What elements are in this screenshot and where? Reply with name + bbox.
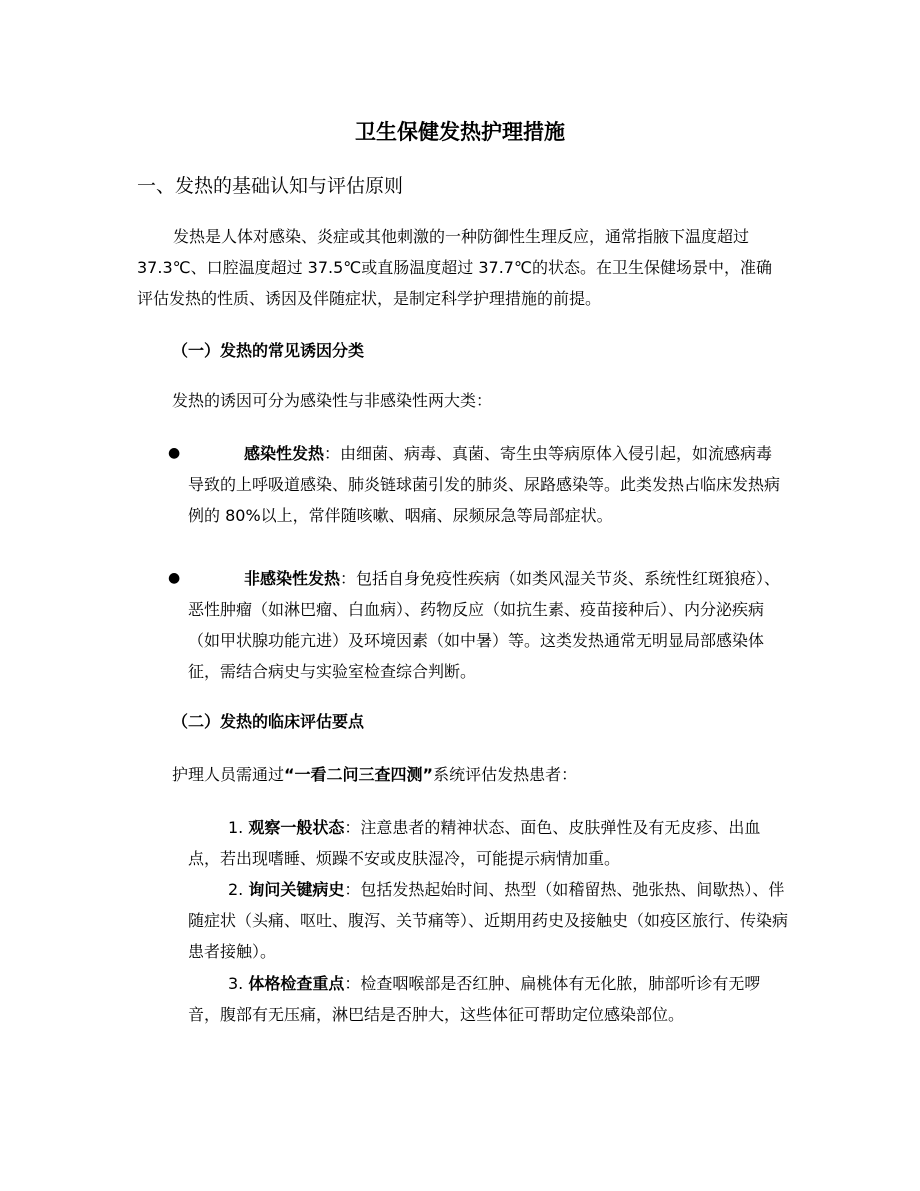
bullet-label: 非感染性发热	[244, 569, 341, 588]
section-heading-1: 一、发热的基础认知与评估原则	[137, 175, 404, 197]
subsection-1-lead: 发热的诱因可分为感染性与非感染性两大类：	[172, 391, 493, 410]
bullet-text: ：包括自身免疫性疾病（如类风湿关节炎、系统性红斑狼疮）、恶性肿瘤（如淋巴瘤、白血病）、药物反应（如抗生素、疫苗接种后）、内分泌疾病（如甲状腺功能亢进）及环境因素（如中暑）等。这类发热通常无明显局部感染体征，需结合病史与实验室检查综合判断。	[188, 569, 781, 681]
item-number: 2.	[228, 880, 244, 899]
item-number: 3.	[228, 974, 244, 993]
bullet-label: 感染性发热	[244, 444, 325, 463]
intro-paragraph: 发热是人体对感染、炎症或其他刺激的一种防御性生理反应，通常指腋下温度超过 37.3℃、口腔温度超过 37.5℃或直肠温度超过 37.7℃的状态。在卫生保健场景中，准确评估发热的性质、诱因及伴随症状，是制定科学护理措施的前提。	[137, 227, 772, 308]
lead-emphasis: “一看二问三查四测”	[284, 765, 434, 784]
bullet-icon: ●	[168, 570, 181, 586]
bullet-icon: ●	[168, 445, 181, 461]
numbered-item	[188, 968, 788, 1030]
subsection-heading-2: （二）发热的临床评估要点	[172, 712, 365, 731]
numbered-item	[188, 812, 788, 874]
bullet-item	[168, 438, 788, 531]
subsection-2-lead	[172, 760, 577, 790]
item-text: ：包括发热起始时间、热型（如稽留热、弛张热、间歇热）、伴随症状（头痛、呕吐、腹泻、关节痛等）、近期用药史及接触史（如疫区旅行、传染病患者接触）。	[188, 880, 789, 961]
item-label: 体格检查重点	[248, 974, 345, 993]
subsection-heading-1: （一）发热的常见诱因分类	[172, 341, 365, 360]
item-text: ：注意患者的精神状态、面色、皮肤弹性及有无皮疹、出血点，若出现嗜睡、烦躁不安或皮肤湿冷，可能提示病情加重。	[188, 818, 761, 868]
page-title: 卫生保健发热护理措施	[355, 120, 565, 144]
item-text: ：检查咽喉部是否红肿、扁桃体有无化脓，肺部听诊有无啰音，腹部有无压痛，淋巴结是否肿大，这些体征可帮助定位感染部位。	[188, 974, 761, 1024]
item-number: 1.	[228, 818, 244, 837]
bullet-item	[168, 563, 788, 687]
item-label: 观察一般状态	[248, 818, 345, 837]
numbered-item	[188, 874, 788, 967]
lead-text: 护理人员需通过	[172, 765, 285, 784]
bullet-text: ：由细菌、病毒、真菌、寄生虫等病原体入侵引起，如流感病毒导致的上呼吸道感染、肺炎链球菌引发的肺炎、尿路感染等。此类发热占临床发热病例的 80%以上，常伴随咳嗽、咽痛、尿频尿急等局部症状。	[188, 444, 781, 525]
lead-text: 系统评估发热患者：	[433, 765, 578, 784]
item-label: 询问关键病史	[248, 880, 345, 899]
